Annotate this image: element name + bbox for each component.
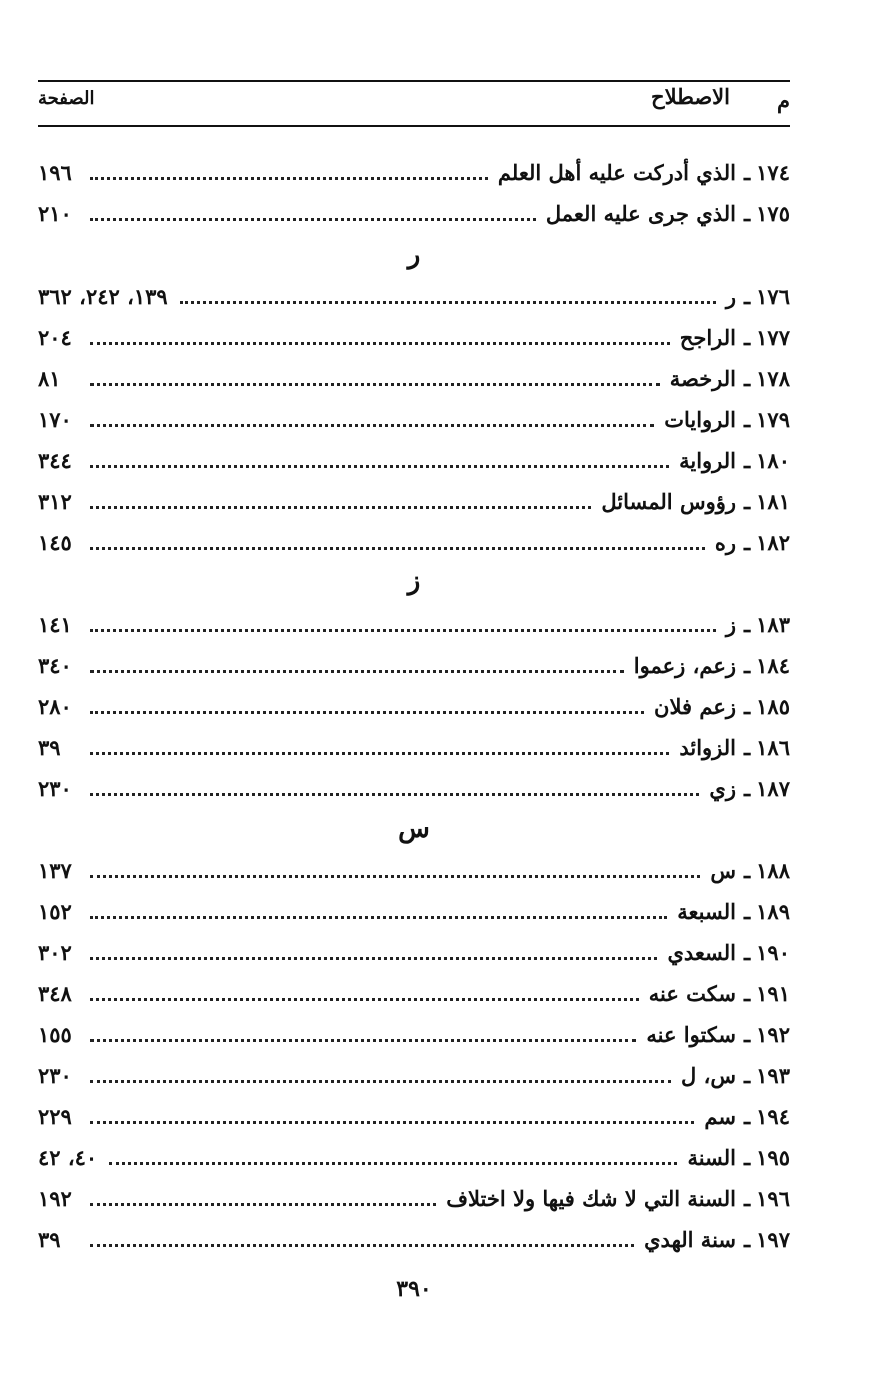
index-row bbox=[38, 891, 790, 931]
leader-dots bbox=[90, 916, 667, 919]
index-row bbox=[38, 276, 790, 316]
entry-number: ١٧٦ bbox=[756, 283, 790, 309]
entry-page: ٢٣٠ bbox=[38, 775, 72, 801]
entry-dash: ـ bbox=[744, 980, 751, 1006]
entry-page: ١٩٦ bbox=[38, 159, 72, 185]
entry-dash: ـ bbox=[744, 775, 751, 801]
header-term-label: الاصطلاح bbox=[651, 84, 730, 109]
entry-term: السعدي bbox=[667, 939, 736, 965]
header-page-label: الصفحة bbox=[38, 88, 95, 109]
entry-page: ١٥٢ bbox=[38, 898, 72, 924]
entry-page: ٤٠، ٤٢ bbox=[38, 1144, 98, 1170]
entry-number: ١٩٧ bbox=[756, 1226, 790, 1252]
index-row bbox=[38, 604, 790, 644]
entry-dash: ـ bbox=[744, 611, 751, 637]
index-row bbox=[38, 686, 790, 726]
leader-dots bbox=[90, 547, 705, 550]
entry-dash: ـ bbox=[744, 898, 751, 924]
entry-number: ١٧٨ bbox=[756, 365, 790, 391]
leader-dots bbox=[90, 998, 639, 1001]
entry-number: ١٧٩ bbox=[756, 406, 790, 432]
entry-number: ١٨٨ bbox=[756, 857, 790, 883]
entry-dash: ـ bbox=[744, 159, 751, 185]
index-row bbox=[38, 727, 790, 767]
entry-dash: ـ bbox=[744, 734, 751, 760]
entry-page: ٣٤٤ bbox=[38, 447, 72, 473]
entry-term: الرخصة bbox=[669, 365, 736, 391]
entry-term: الذي جرى عليه العمل bbox=[545, 200, 736, 226]
entry-term: ر bbox=[725, 283, 736, 309]
entry-number: ١٨٢ bbox=[756, 529, 790, 555]
entry-dash: ـ bbox=[744, 200, 751, 226]
leader-dots bbox=[90, 793, 699, 796]
entry-term: السنة التي لا شك فيها ولا اختلاف bbox=[446, 1185, 736, 1211]
entry-page: ٢١٠ bbox=[38, 200, 72, 226]
entry-page: ١٤٥ bbox=[38, 529, 72, 555]
leader-dots bbox=[90, 218, 536, 221]
leader-dots bbox=[90, 875, 700, 878]
index-row bbox=[38, 1014, 790, 1054]
index-row bbox=[38, 1137, 790, 1177]
entry-dash: ـ bbox=[744, 283, 751, 309]
entry-term: س bbox=[710, 857, 736, 883]
entry-term: السنة bbox=[687, 1144, 736, 1170]
entry-term: سنة الهدي bbox=[644, 1226, 736, 1252]
leader-dots bbox=[90, 1039, 636, 1042]
section-letter-sin: س bbox=[398, 814, 430, 844]
entry-number: ١٩٥ bbox=[756, 1144, 790, 1170]
page-number: ٣٩٠ bbox=[396, 1276, 432, 1302]
index-row bbox=[38, 973, 790, 1013]
section-letter-zay: ز bbox=[407, 566, 421, 596]
header-number-label: م bbox=[776, 88, 790, 113]
index-row bbox=[38, 1096, 790, 1136]
index-row bbox=[38, 522, 790, 562]
entry-number: ١٨٣ bbox=[756, 611, 790, 637]
index-row bbox=[38, 1055, 790, 1095]
entry-page: ٣٤٨ bbox=[38, 980, 72, 1006]
index-row bbox=[38, 768, 790, 808]
entry-page: ٣٤٠ bbox=[38, 652, 72, 678]
entry-term: السبعة bbox=[677, 898, 736, 924]
entry-term: الراجح bbox=[679, 324, 736, 350]
entry-number: ١٩١ bbox=[756, 980, 790, 1006]
header-bottom-rule bbox=[38, 125, 790, 127]
entry-number: ١٨١ bbox=[756, 488, 790, 514]
entry-term: س، ل bbox=[681, 1062, 736, 1088]
entry-number: ١٩٦ bbox=[756, 1185, 790, 1211]
entry-page: ٣٠٢ bbox=[38, 939, 72, 965]
entry-number: ١٧٥ bbox=[756, 200, 790, 226]
leader-dots bbox=[90, 1121, 694, 1124]
entry-page: ٣٩ bbox=[38, 734, 61, 760]
entry-dash: ـ bbox=[744, 365, 751, 391]
leader-dots bbox=[90, 1244, 634, 1247]
leader-dots bbox=[90, 1203, 436, 1206]
entry-page: ١٣٧ bbox=[38, 857, 72, 883]
entry-page: ٢٣٠ bbox=[38, 1062, 72, 1088]
entry-page: ١٣٩، ٢٤٢، ٣٦٢ bbox=[38, 283, 168, 309]
entry-dash: ـ bbox=[744, 406, 751, 432]
leader-dots bbox=[180, 301, 716, 304]
entry-number: ١٧٤ bbox=[756, 159, 790, 185]
index-row bbox=[38, 358, 790, 398]
table-header bbox=[38, 84, 790, 122]
index-row bbox=[38, 399, 790, 439]
leader-dots bbox=[109, 1162, 677, 1165]
entry-page: ٢٢٩ bbox=[38, 1103, 72, 1129]
leader-dots bbox=[90, 752, 669, 755]
entry-term: الروايات bbox=[664, 406, 736, 432]
entry-dash: ـ bbox=[744, 1185, 751, 1211]
entry-page: ١٤١ bbox=[38, 611, 72, 637]
entry-term: الذي أدركت عليه أهل العلم bbox=[497, 159, 736, 185]
entry-number: ١٨٦ bbox=[756, 734, 790, 760]
entry-term: رؤوس المسائل bbox=[601, 488, 736, 514]
leader-dots bbox=[90, 506, 591, 509]
entry-dash: ـ bbox=[744, 447, 751, 473]
entry-number: ١٨٩ bbox=[756, 898, 790, 924]
index-row bbox=[38, 1219, 790, 1259]
entry-term: الزوائد bbox=[679, 734, 736, 760]
entry-page: ١٥٥ bbox=[38, 1021, 72, 1047]
entry-term: سكتوا عنه bbox=[646, 1021, 736, 1047]
entry-dash: ـ bbox=[744, 1062, 751, 1088]
entry-dash: ـ bbox=[744, 652, 751, 678]
entry-page: ٢٨٠ bbox=[38, 693, 72, 719]
leader-dots bbox=[90, 342, 670, 345]
entry-page: ٨١ bbox=[38, 365, 61, 391]
entry-number: ١٩٤ bbox=[756, 1103, 790, 1129]
entry-number: ١٧٧ bbox=[756, 324, 790, 350]
entry-term: ره bbox=[714, 529, 736, 555]
entry-number: ١٨٤ bbox=[756, 652, 790, 678]
index-page bbox=[38, 0, 790, 1387]
index-row bbox=[38, 932, 790, 972]
entry-number: ١٨٧ bbox=[756, 775, 790, 801]
leader-dots bbox=[90, 629, 716, 632]
index-row bbox=[38, 1178, 790, 1218]
entry-dash: ـ bbox=[744, 1144, 751, 1170]
index-row bbox=[38, 481, 790, 521]
entry-dash: ـ bbox=[744, 1226, 751, 1252]
index-row bbox=[38, 440, 790, 480]
index-row bbox=[38, 850, 790, 890]
entry-number: ١٨٠ bbox=[756, 447, 790, 473]
leader-dots bbox=[90, 177, 488, 180]
entry-number: ١٩٣ bbox=[756, 1062, 790, 1088]
entry-dash: ـ bbox=[744, 1103, 751, 1129]
leader-dots bbox=[90, 424, 654, 427]
entry-term: سم bbox=[704, 1103, 736, 1129]
index-row bbox=[38, 152, 790, 192]
entry-term: الرواية bbox=[679, 447, 736, 473]
leader-dots bbox=[90, 957, 657, 960]
leader-dots bbox=[90, 465, 669, 468]
entry-page: ١٩٢ bbox=[38, 1185, 72, 1211]
leader-dots bbox=[90, 711, 644, 714]
entry-dash: ـ bbox=[744, 529, 751, 555]
entry-dash: ـ bbox=[744, 693, 751, 719]
leader-dots bbox=[90, 670, 624, 673]
entry-dash: ـ bbox=[744, 324, 751, 350]
entry-page: ٢٠٤ bbox=[38, 324, 72, 350]
entry-page: ١٧٠ bbox=[38, 406, 72, 432]
entry-term: زي bbox=[709, 775, 736, 801]
entry-dash: ـ bbox=[744, 939, 751, 965]
entry-number: ١٩٠ bbox=[756, 939, 790, 965]
header-top-rule bbox=[38, 80, 790, 82]
entry-term: سكت عنه bbox=[648, 980, 736, 1006]
entry-dash: ـ bbox=[744, 857, 751, 883]
entry-term: ز bbox=[725, 611, 736, 637]
index-row bbox=[38, 645, 790, 685]
entry-dash: ـ bbox=[744, 1021, 751, 1047]
section-letter-ra: ر bbox=[407, 240, 421, 270]
entry-number: ١٩٢ bbox=[756, 1021, 790, 1047]
entry-term: زعم فلان bbox=[654, 693, 736, 719]
entry-term: زعم، زعموا bbox=[633, 652, 736, 678]
leader-dots bbox=[90, 1080, 671, 1083]
entry-page: ٣٩ bbox=[38, 1226, 61, 1252]
entry-number: ١٨٥ bbox=[756, 693, 790, 719]
index-row bbox=[38, 193, 790, 233]
entry-dash: ـ bbox=[744, 488, 751, 514]
leader-dots bbox=[90, 383, 660, 386]
entry-page: ٣١٢ bbox=[38, 488, 72, 514]
index-row bbox=[38, 317, 790, 357]
